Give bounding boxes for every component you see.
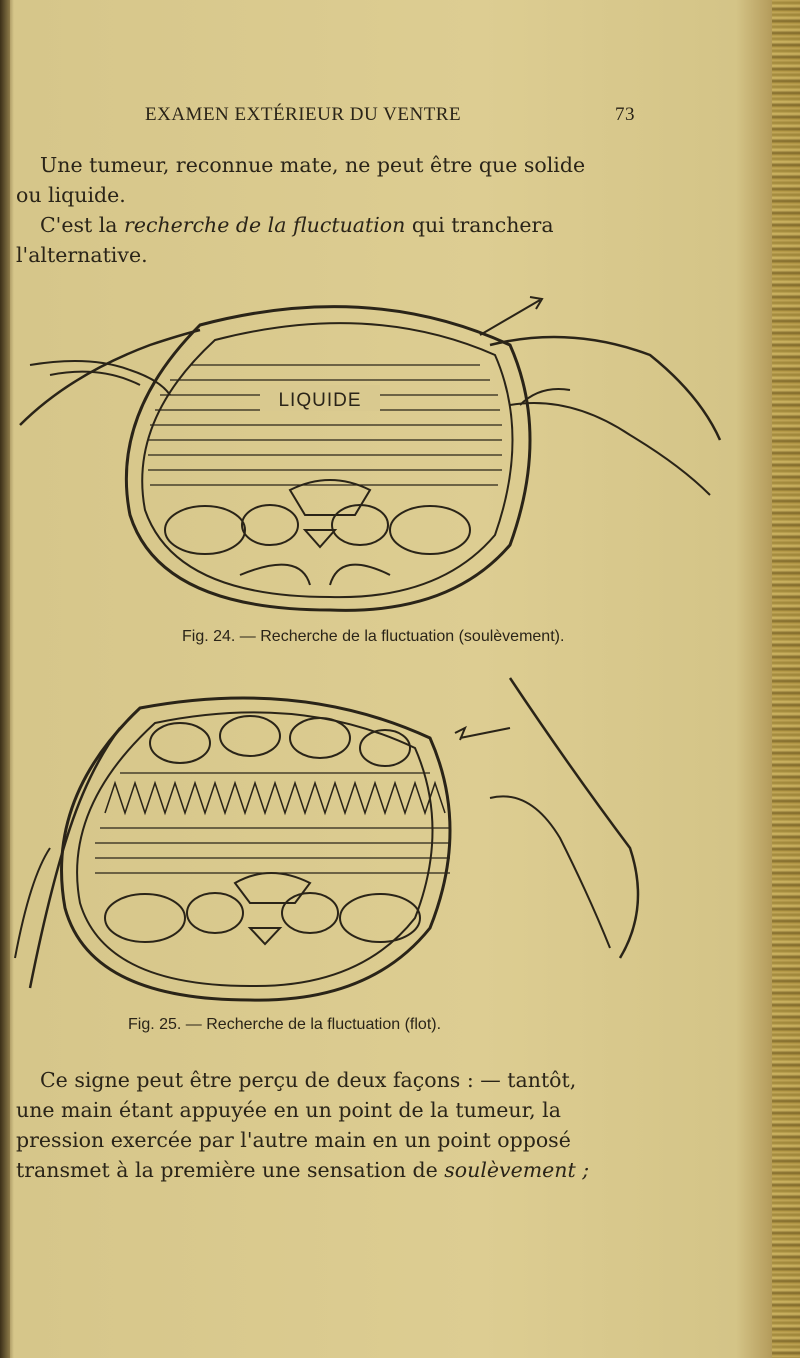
text-line: Une tumeur, reconnue mate, ne peut être que solide (40, 153, 586, 177)
text-segment: C'est la (40, 213, 125, 237)
text-line: pression exercée par l'autre main en un point opposé (16, 1128, 571, 1152)
text-segment: transmet à la première une sensation de (16, 1158, 445, 1182)
page-right-edge (772, 0, 800, 1358)
text-line: ou liquide. (16, 183, 126, 207)
header-title: EXAMEN EXTÉRIEUR DU VENTRE (145, 104, 462, 125)
text-line: une main étant appuyée en un point de la tumeur, la (16, 1098, 561, 1122)
page-number: 73 (615, 104, 635, 125)
text-segment: qui tranchera (405, 213, 554, 237)
text-line (16, 1155, 646, 1185)
emphasis-text: soulèvement ; (444, 1158, 590, 1182)
figure-25-caption: Fig. 25. — Recherche de la fluctuation (flot). (128, 1016, 442, 1033)
text-line: Ce signe peut être perçu de deux façons : — tantôt, (40, 1068, 577, 1092)
figure-24-caption: Fig. 24. — Recherche de la fluctuation (soulèvement). (182, 628, 565, 645)
text-line (16, 210, 646, 240)
running-header (145, 104, 635, 132)
text-line: l'alternative. (16, 243, 148, 267)
liquide-label: LIQUIDE (278, 390, 362, 411)
figure-25-illustration (10, 668, 750, 1008)
page-left-edge (0, 0, 10, 1358)
bottom-paragraph (16, 1065, 646, 1185)
emphasis-text: recherche de la fluctuation (124, 213, 406, 237)
top-paragraph (16, 150, 646, 270)
figure-24-illustration (10, 285, 750, 615)
